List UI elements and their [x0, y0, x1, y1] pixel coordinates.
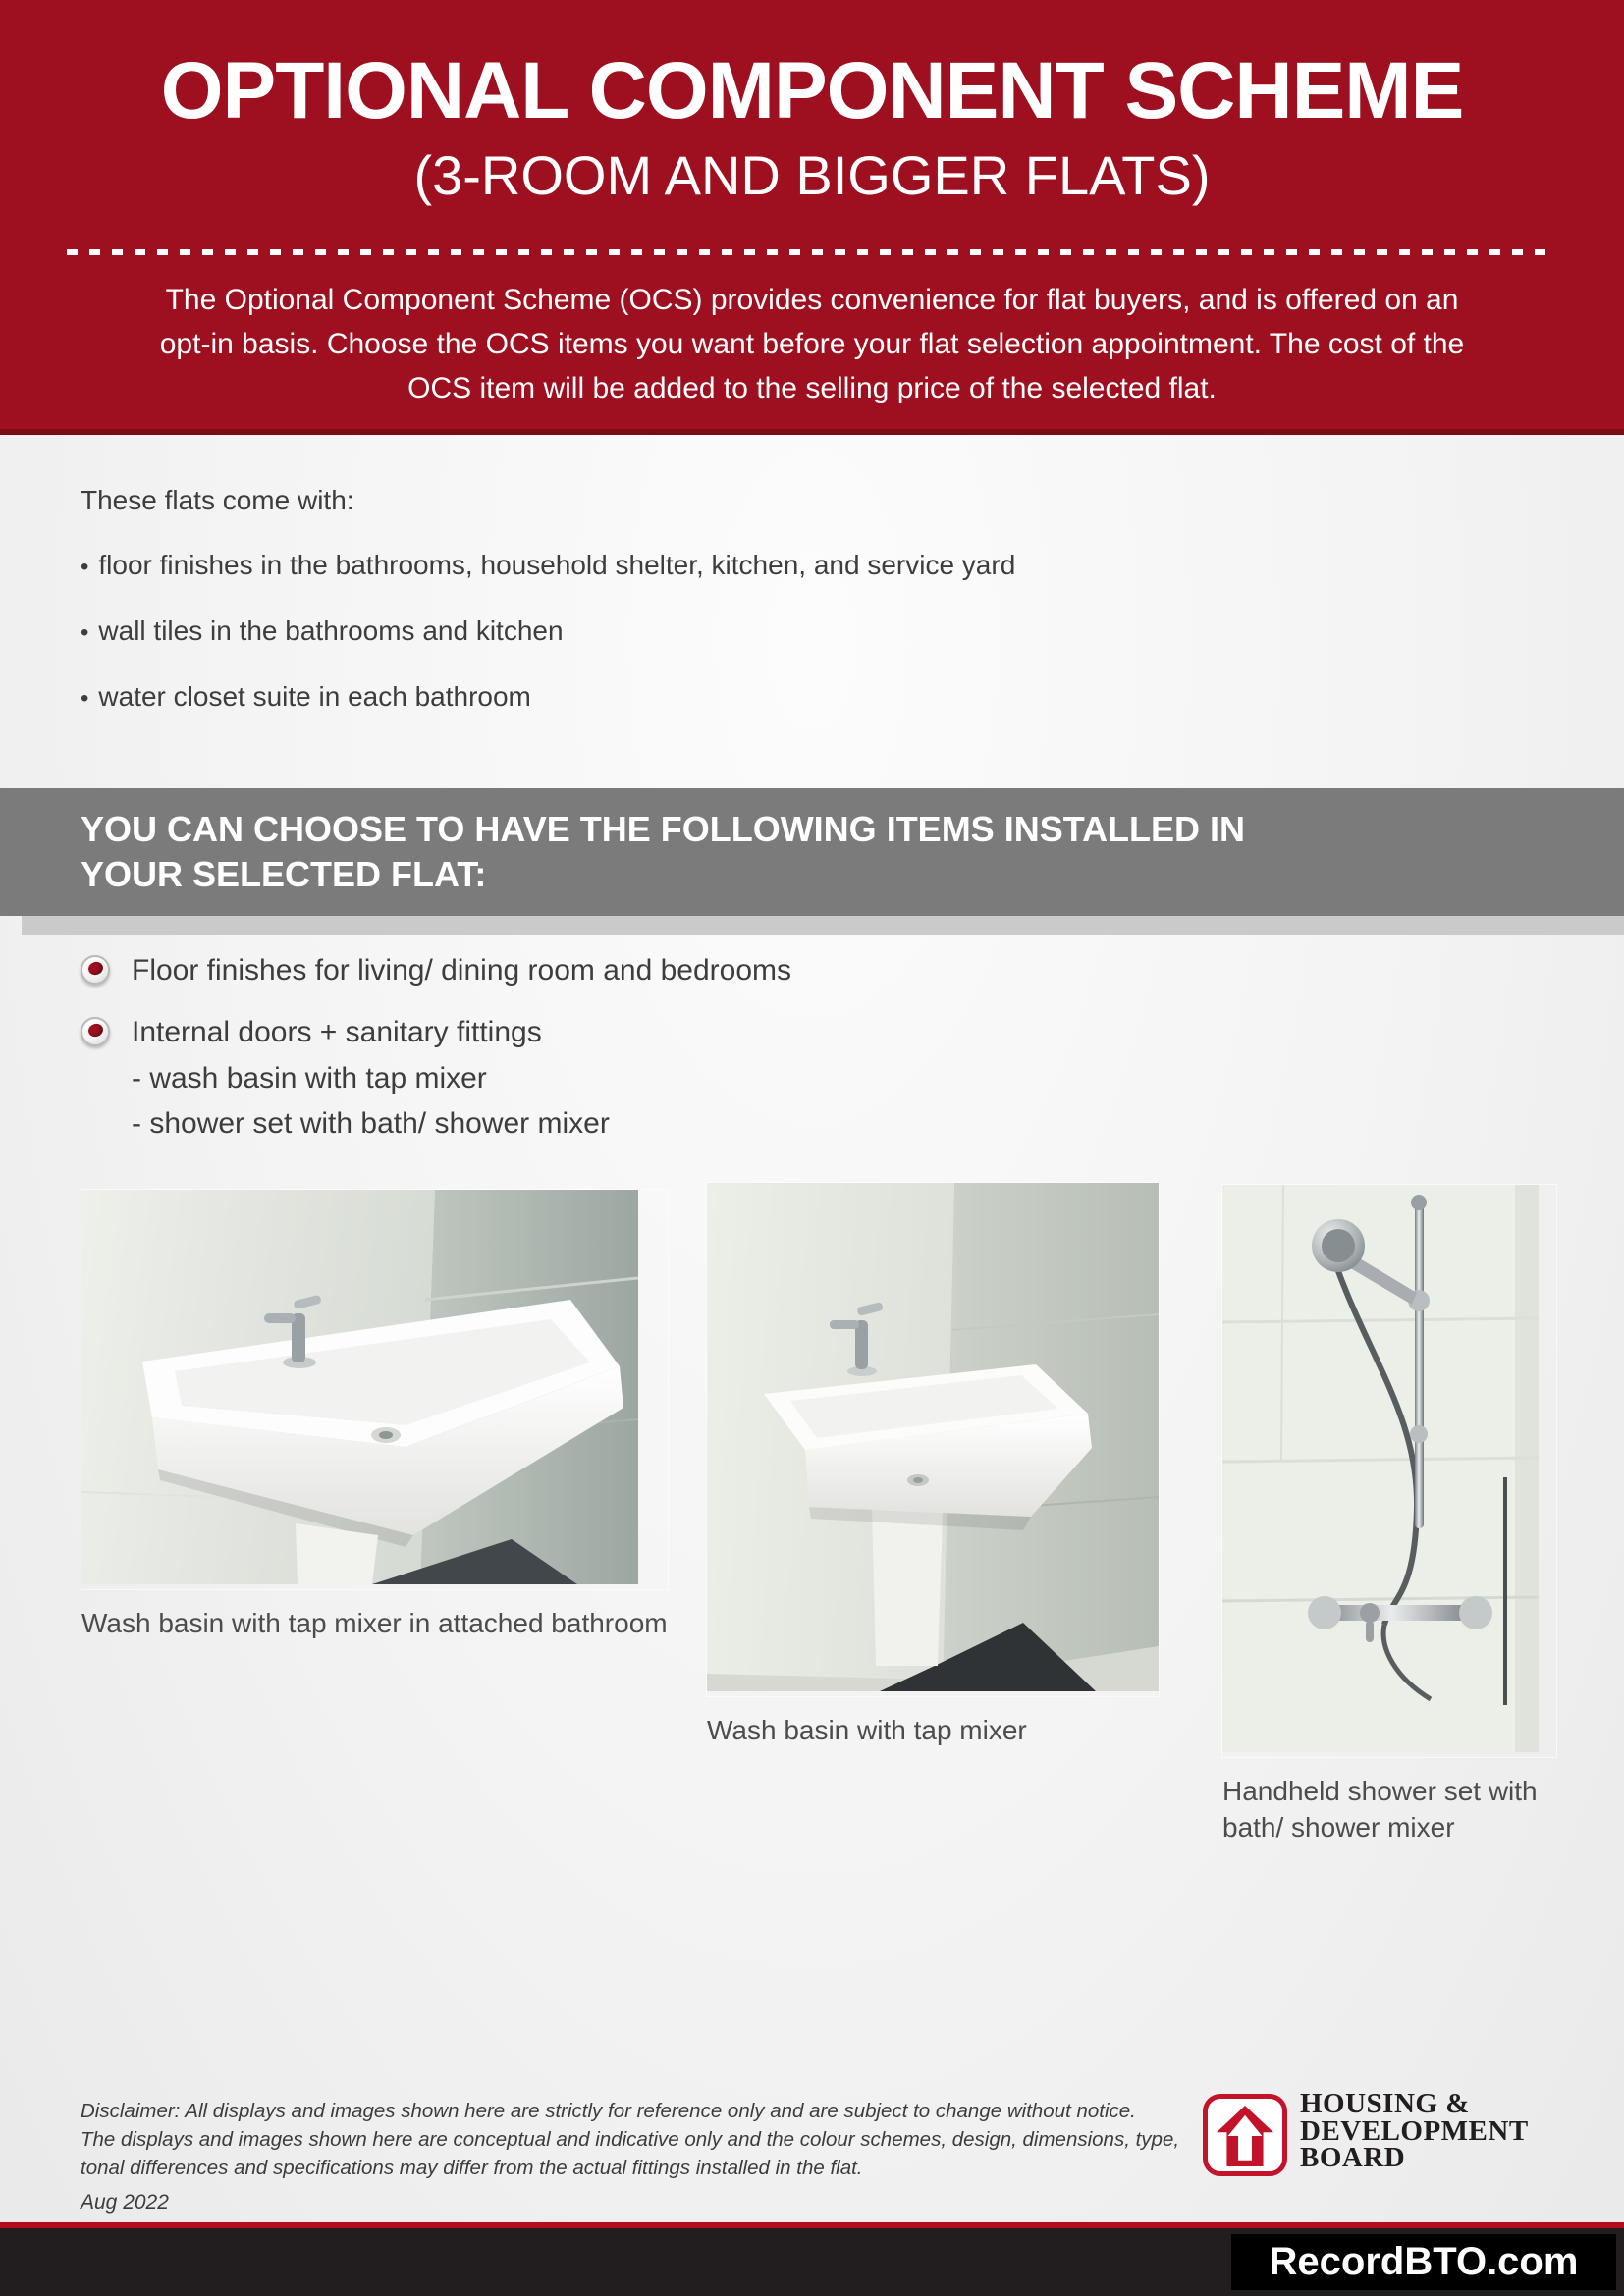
page-subtitle: (3-ROOM AND BIGGER FLATS): [413, 144, 1211, 207]
watermark-label: RecordBTO.com: [1231, 2234, 1616, 2290]
included-item: [81, 550, 1015, 581]
hdb-logo-line: DEVELOPMENT: [1300, 2114, 1529, 2147]
header-description-line: The Optional Component Scheme (OCS) provides convenience for flat buyers, and is offered on an: [165, 284, 1459, 316]
figure-wash-basin-attached: [81, 1190, 668, 1641]
shower-set-photo: [1222, 1185, 1556, 1757]
option-sub-shower-set: - shower set with bath/ shower mixer: [132, 1107, 610, 1140]
disclaimer-line: The displays and images shown here are conceptual and indicative only and the colour schemes, design, dimensions, type,: [81, 2128, 1180, 2151]
choose-banner-line2: YOUR SELECTED FLAT:: [81, 854, 487, 894]
bullet-icon: •: [81, 619, 89, 646]
hdb-logo-line: BOARD: [1300, 2142, 1406, 2173]
choose-banner-line1: YOU CAN CHOOSE TO HAVE THE FOLLOWING ITEMS INSTALLED IN: [81, 809, 1246, 849]
hdb-logo-line: HOUSING &: [1300, 2088, 1470, 2119]
banner-shadow-strip: [22, 916, 1624, 935]
disclaimer: [81, 2097, 1179, 2182]
figure-caption: Wash basin with tap mixer: [707, 1715, 1027, 1745]
hdb-logo-icon: [1203, 2094, 1287, 2176]
shower-set-illustration: [1222, 1185, 1539, 1752]
wash-basin-photo: [707, 1183, 1159, 1696]
wash-basin-illustration: [707, 1183, 1159, 1691]
date-label: Aug 2022: [81, 2191, 169, 2214]
header-description: [0, 278, 1624, 410]
wash-basin-attached-illustration: [81, 1190, 638, 1584]
dashed-divider: [67, 249, 1557, 255]
radio-selected-icon: [81, 955, 110, 985]
figure-shower-set: [1222, 1185, 1556, 1845]
bullet-icon: •: [81, 685, 89, 712]
included-item-text: water closet suite in each bathroom: [98, 681, 531, 712]
figure-caption: Wash basin with tap mixer in attached bathroom: [81, 1608, 668, 1638]
disclaimer-line: tonal differences and specifications may differ from the actual fittings installed in the flat.: [81, 2157, 863, 2179]
header-banner: [0, 0, 1624, 435]
wash-basin-attached-photo: [81, 1190, 668, 1589]
hdb-logo-text: [1300, 2088, 1529, 2173]
option-doors-fittings-label: Internal doors + sanitary fittings: [132, 1016, 542, 1048]
included-item-text: floor finishes in the bathrooms, household shelter, kitchen, and service yard: [98, 550, 1016, 580]
included-item-text: wall tiles in the bathrooms and kitchen: [98, 615, 564, 646]
choose-banner: [0, 788, 1624, 916]
figure-wash-basin: [707, 1183, 1159, 1748]
radio-selected-icon: [81, 1017, 110, 1046]
radio-dot: [86, 960, 104, 977]
page-title: OPTIONAL COMPONENT SCHEME: [160, 46, 1464, 135]
radio-dot: [86, 1022, 104, 1039]
figure-caption: Handheld shower set with bath/ shower mixer: [1222, 1776, 1538, 1842]
header-description-line: OCS item will be added to the selling price of the selected flat.: [407, 372, 1217, 404]
option-sub-wash-basin: - wash basin with tap mixer: [132, 1062, 487, 1095]
bullet-icon: •: [81, 554, 89, 580]
included-item: [81, 681, 531, 713]
option-floor-finishes-label: Floor finishes for living/ dining room and bedrooms: [132, 954, 791, 987]
header-description-line: opt-in basis. Choose the OCS items you want before your flat selection appointment. The cost of the: [159, 328, 1465, 360]
disclaimer-line: Disclaimer: All displays and images shown here are strictly for reference only and are subject to change without notice.: [81, 2100, 1136, 2122]
included-item: [81, 615, 564, 647]
included-intro: These flats come with:: [81, 485, 354, 515]
